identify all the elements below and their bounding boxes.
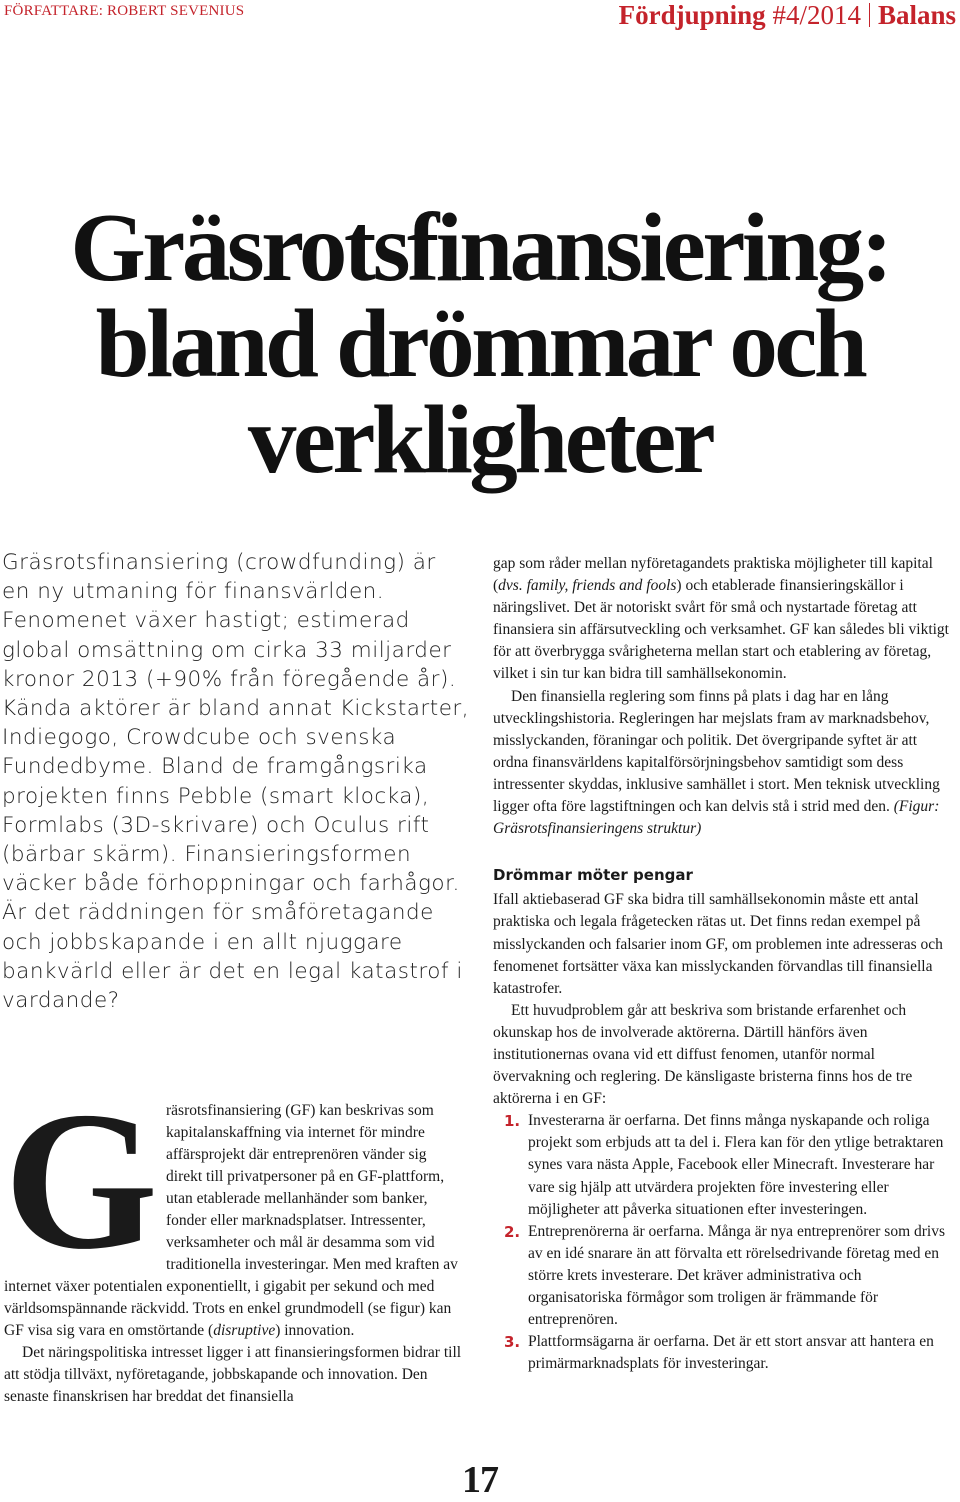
publication-header — [619, 0, 956, 31]
body-text-italic: disruptive — [213, 1322, 276, 1339]
list-item — [493, 1221, 955, 1331]
title-line-1: Gräsrotsfinansiering: — [70, 194, 890, 301]
author-byline: FÖRFATTARE: ROBERT SEVENIUS — [4, 3, 245, 19]
issue-number: #4/2014 — [772, 0, 861, 30]
list-number: 3. — [504, 1333, 521, 1352]
list-item-text: Entreprenörerna är oerfarna. Många är nya entreprenörer som drivs av en idé snarare än att förvalta ett rörelsedrivande företag med en större krets investerare. Det kräver administrativa och organisatoriska förmågor som troligen är främmande för entreprenören. — [528, 1222, 946, 1329]
publication-name: Fördjupning — [618, 0, 766, 30]
header-divider — [869, 3, 870, 27]
body-text: Den finansiella reglering som finns på plats i dag har en lång utvecklingshistoria. Regleringen har mejslats fram av marknadsbehov, misslyckanden, föraningar och politik. Det övergripande syftet är att ordna finansvärldens kapitalförsörjningsbehov samtidigt som dess intressenter skyddas, inklusive samhället i stort. Men teknisk utveckling ligger ofta före lagstiftningen och kan delvis stå i strid med den. — [493, 687, 940, 816]
figure-reference: (Figur: Gräsrotsfinansieringens struktur) — [493, 798, 940, 838]
body-paragraph-1 — [4, 1071, 466, 1342]
section-name: Balans — [877, 0, 956, 30]
body-paragraph-5: Ifall aktiebaserad GF ska bidra till samhällsekonomin måste ett antal praktiska och legala frågetecken rätas ut. Det finns redan exempel på misslyckanden och falsarier inom GF, om problemen inte adresseras och fenomenet fortsätter växa kan misslyckanden förvandlas till finansiella katastrofer. — [493, 891, 943, 997]
actor-list — [493, 1110, 955, 1375]
list-item — [493, 1110, 955, 1220]
page-number: 17 — [462, 1459, 498, 1501]
body-text: ) och etablerade finansieringskällor i näringslivet. Det är notoriskt svårt för små och nystartade företag att finansiera sin affärsutveckling och verksamhet. GF kan således bli viktigt för att överbrygga svårigheterna mellan start och etablering av företag, vilket i sin tur kan bidra till samhällsekonomin. — [493, 577, 949, 683]
article-title — [0, 194, 960, 493]
title-line-2: bland drömmar och — [95, 290, 865, 397]
body-paragraph-4 — [493, 686, 955, 841]
list-item-text: Plattformsägarna är oerfarna. Det är ett stort ansvar att hantera en primärmarknadsplats för investeringar. — [528, 1333, 934, 1373]
body-paragraph-3 — [493, 553, 955, 686]
title-line-3: verkligheter — [247, 386, 713, 493]
list-item-text: Investerarna är oerfarna. Det finns många nyskapande och roliga projekt som erbjuds att ta del i. Flera kan för den ytlige betraktaren synes vara nästa Apple, Facebook eller Minecraft. Investerare har vare sig hjälp att utvärdera projekten före investering eller möjligheter att påverka situationen efter investeringen. — [528, 1112, 944, 1218]
body-text: ) innovation. — [275, 1322, 355, 1339]
body-paragraph-2: Det näringspolitiska intresset ligger i att finansieringsformen bidrar till att stödja tillväxt, nyföretagande, jobbskapande och innovation. Den senaste finanskrisen har breddat det finansiella — [4, 1344, 462, 1405]
body-paragraph-6: Ett huvudproblem går att beskriva som bristande erfarenhet och okunskap hos de involverade aktörerna. Därtill hänförs även institutionernas ovana vid ett diffust fenomen, utanför normal övervakning och reglering. De känsligaste bristerna finns hos de tre aktörerna i en GF: — [493, 1001, 913, 1108]
list-item — [493, 1331, 955, 1375]
lead-paragraph: Gräsrotsfinansiering (crowdfunding) är en ny utmaning för finansvärlden. Fenomenet växer hastigt; estimerad global omsättning om cirka 33 miljarder kronor 2013 (+90% från föregående år). Kända aktörer är bland annat Kickstarter, Indiegogo, Crowdcube och svenska Fundedbyme. Bland de framgångsrika projekten finns Pebble (smart klocka), Formlabs (3D-skrivare) och Oculus rift (bärbar skärm). Finansieringsformen väcker både förhoppningar och farhågor. Är det räddningen för småföretagande och jobbskapande i en allt njuggare bankvärld eller är det en legal katastrof i vardande? — [2, 550, 470, 1014]
body-text: gap som råder mellan nyföretagandets praktiska möjligheter till kapital ( — [493, 555, 933, 595]
list-number: 2. — [504, 1222, 521, 1241]
left-column-body — [4, 1071, 466, 1408]
subheading: Drömmar möter pengar — [493, 866, 693, 885]
list-number: 1. — [504, 1112, 521, 1131]
right-column-body — [493, 553, 955, 1375]
body-text: räsrotsfinansiering (GF) kan beskrivas som kapitalanskaffning via internet för mindre affärsprojekt där entreprenören vänder sig direkt till privatpersoner på en GF-plattform, utan etablerade mellanhänder som banker, fonder eller marknadsplatser. Intressenter, verksamheter och mål är desamma som vid traditionella investeringar. Men med kraften av internet växer potentialen exponentiellt, i gigabit per sekund och med världsomspännande räckvidd. Trots en enkel grundmodell (se figur) kan GF visa sig vara en omstörtande ( — [4, 1102, 458, 1339]
drop-cap: G — [4, 1071, 159, 1290]
body-text-italic: dvs. family, friends and fools — [498, 577, 677, 595]
